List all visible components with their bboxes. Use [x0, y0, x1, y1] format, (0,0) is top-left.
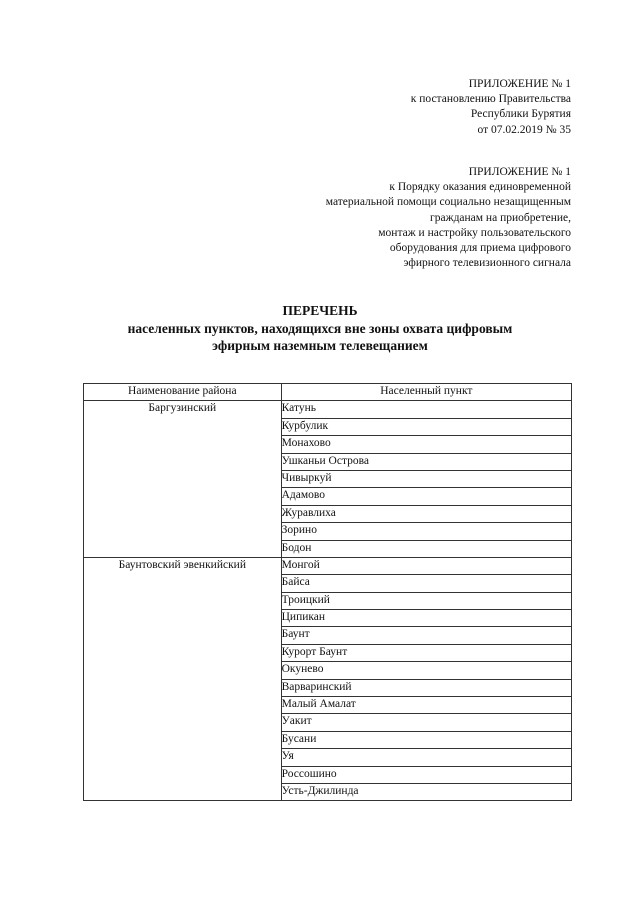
appendix-resolution-line: Республики Бурятия [470, 108, 571, 121]
settlement-cell: Варваринский [281, 679, 571, 696]
appendix-order-line: к Порядку оказания единовременной [389, 181, 571, 194]
appendix-order-line: гражданам на приобретение, [430, 211, 571, 224]
appendix-order-line: ПРИЛОЖЕНИЕ № 1 [468, 166, 571, 178]
appendix-order-line: эфирного телевизионного сигнала [403, 257, 571, 270]
title-line: населенных пунктов, находящихся вне зоны охвата цифровым [127, 320, 513, 336]
settlement-cell: Курбулик [281, 418, 571, 435]
settlement-cell: Россошино [281, 766, 571, 783]
table-row [84, 401, 572, 418]
settlement-cell: Журавлиха [281, 505, 571, 522]
settlement-cell: Катунь [281, 401, 571, 418]
settlement-cell: Курорт Баунт [281, 644, 571, 661]
settlement-cell: Бодон [281, 540, 571, 557]
table-row [84, 557, 572, 574]
settlement-cell: Малый Амалат [281, 697, 571, 714]
appendix-order-line: оборудования для приема цифрового [389, 242, 571, 255]
settlement-cell: Адамово [281, 488, 571, 505]
table-header-row [84, 384, 572, 401]
settlement-cell: Уя [281, 749, 571, 766]
settlement-cell: Монахово [281, 436, 571, 453]
appendix-order-line: монтаж и настройку пользовательского [378, 226, 571, 239]
settlement-cell: Монгой [281, 557, 571, 574]
appendix-resolution-line: от 07.02.2019 № 35 [477, 123, 571, 136]
appendix-order [326, 165, 571, 271]
document-title [0, 302, 640, 355]
settlement-cell: Троицкий [281, 592, 571, 609]
appendix-resolution-line: к постановлению Правительства [410, 93, 571, 106]
appendix-resolution-line: ПРИЛОЖЕНИЕ № 1 [468, 78, 571, 90]
settlements-table [83, 383, 572, 801]
column-header-district: Наименование района [84, 384, 282, 401]
settlement-cell: Бусани [281, 731, 571, 748]
column-header-settlement: Населенный пункт [281, 384, 571, 401]
settlement-cell: Окунево [281, 662, 571, 679]
district-cell: Баргузинский [84, 401, 282, 558]
settlement-cell: Зорино [281, 523, 571, 540]
settlement-cell: Усть-Джилинда [281, 783, 571, 800]
settlement-cell: Баунт [281, 627, 571, 644]
settlement-cell: Ципикан [281, 610, 571, 627]
appendix-order-line: материальной помощи социально незащищенным [325, 196, 571, 209]
district-cell: Баунтовский эвенкийский [84, 557, 282, 800]
settlement-cell: Байса [281, 575, 571, 592]
appendix-resolution [411, 77, 571, 138]
title-line: эфирным наземным телевещанием [212, 338, 428, 353]
settlement-cell: Чивыркуй [281, 470, 571, 487]
settlement-cell: Уакит [281, 714, 571, 731]
settlement-cell: Ушканьи Острова [281, 453, 571, 470]
title-heading: ПЕРЕЧЕНЬ [282, 303, 358, 318]
